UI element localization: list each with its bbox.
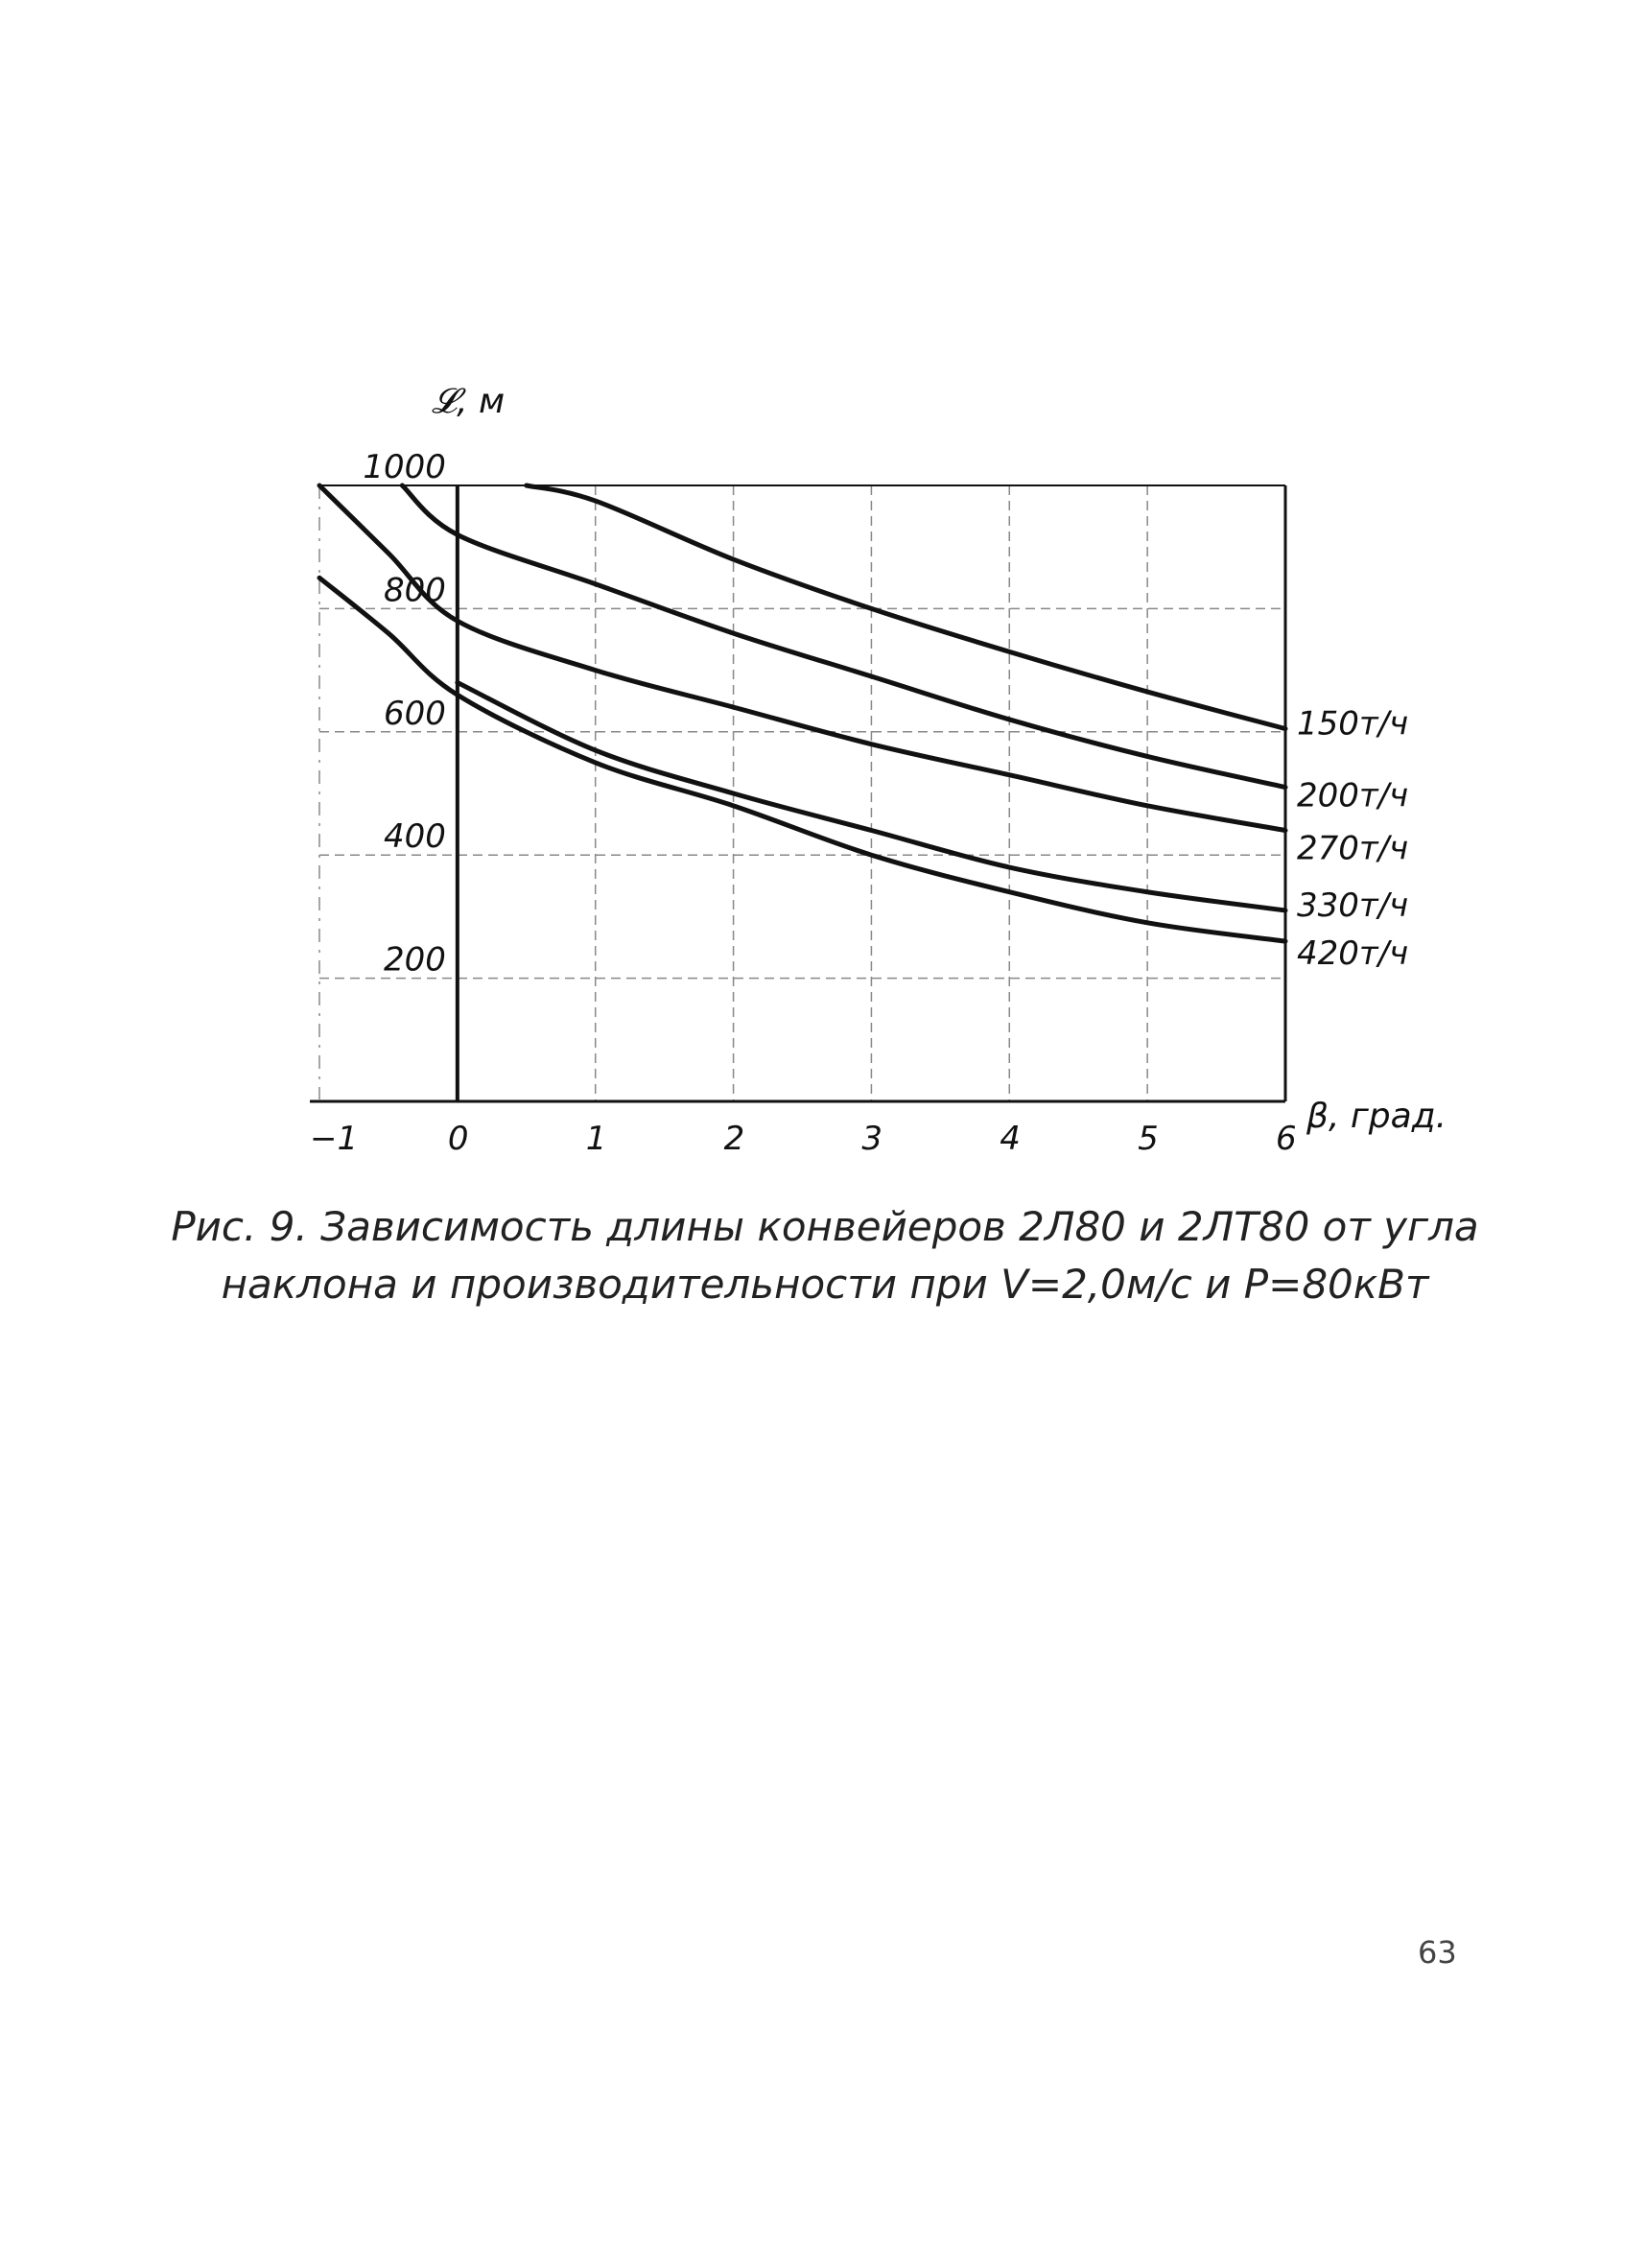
grid xyxy=(319,485,1285,1101)
x-tick-label: 4 xyxy=(1000,1120,1021,1158)
y-tick-label: 600 xyxy=(383,694,446,733)
x-tick-label: −1 xyxy=(310,1120,359,1158)
series-line xyxy=(527,485,1285,729)
x-tick-label: 0 xyxy=(447,1120,469,1158)
y-tick-label: 800 xyxy=(383,571,446,610)
y-axis-label: 𝓛, м xyxy=(432,382,506,421)
x-tick-label: 2 xyxy=(723,1120,745,1158)
series-label: 420т/ч xyxy=(1297,934,1409,974)
figure-caption-line-1: Рис. 9. Зависимость длины конвейеров 2Л80 и 2ЛТ80 от угла xyxy=(171,1203,1479,1250)
x-tick-label: 1 xyxy=(585,1120,607,1158)
figure-caption-line-2: наклона и производительности при V=2,0м/с и P=80кВт xyxy=(221,1261,1429,1308)
page-number: 63 xyxy=(1418,1934,1457,1971)
series-line xyxy=(319,578,1285,941)
axes xyxy=(310,485,1285,1101)
series-label: 270т/ч xyxy=(1297,829,1409,868)
x-tick-label: 3 xyxy=(861,1120,883,1158)
tick-labels xyxy=(310,448,1408,1158)
series-label: 200т/ч xyxy=(1297,776,1409,815)
series-label: 150т/ч xyxy=(1297,704,1409,744)
y-tick-label: 1000 xyxy=(363,448,446,486)
x-tick-label: 6 xyxy=(1276,1120,1297,1158)
series-line xyxy=(402,485,1285,788)
y-tick-label: 200 xyxy=(383,940,446,980)
x-axis-label: β, град. xyxy=(1306,1097,1447,1136)
series-label: 330т/ч xyxy=(1297,886,1409,925)
x-tick-label: 5 xyxy=(1138,1120,1159,1158)
series-group xyxy=(319,485,1285,941)
y-tick-label: 400 xyxy=(383,817,446,857)
